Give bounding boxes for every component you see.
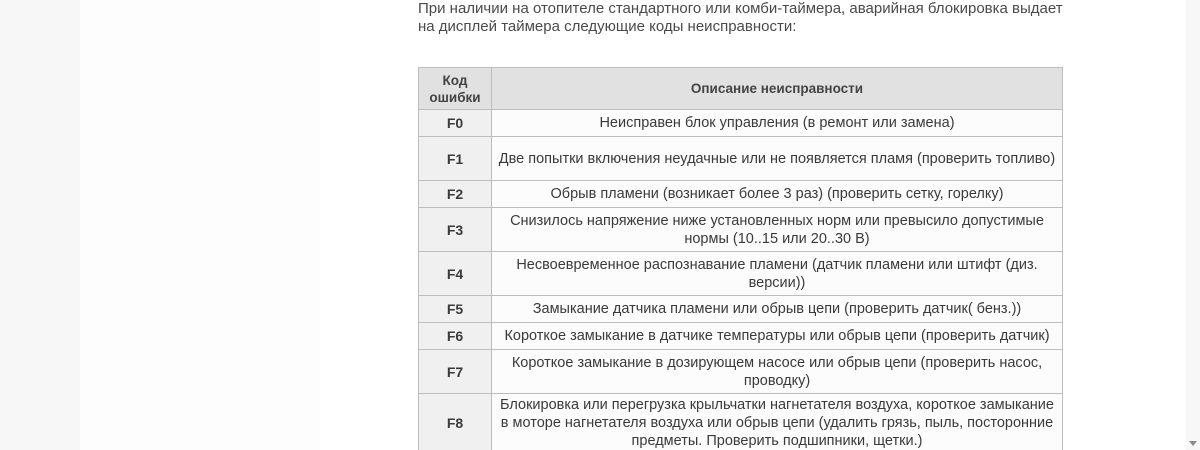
error-code: F4	[419, 252, 492, 296]
error-description: Короткое замыкание в дозирующем насосе или обрыв цепи (проверить насос, проводку)	[492, 350, 1063, 394]
error-code: F0	[419, 110, 492, 137]
header-description: Описание неисправности	[492, 68, 1063, 110]
article-content	[418, 0, 1068, 449]
scroll-down-arrow-icon[interactable]	[1189, 441, 1197, 446]
error-codes-table	[418, 67, 1063, 450]
error-description: Неисправен блок управления (в ремонт или замена)	[492, 110, 1063, 137]
error-description: Обрыв пламени (возникает более 3 раз) (проверить сетку, горелку)	[492, 181, 1063, 208]
vertical-scrollbar[interactable]	[1186, 0, 1200, 450]
error-code: F3	[419, 208, 492, 252]
table-row	[419, 350, 1063, 394]
table-row	[419, 137, 1063, 181]
table-row	[419, 323, 1063, 350]
error-description: Замыкание датчика пламени или обрыв цепи (проверить датчик( бенз.))	[492, 296, 1063, 323]
error-code: F8	[419, 394, 492, 450]
intro-paragraph	[418, 0, 1068, 36]
left-margin	[0, 0, 80, 450]
intro-line-1: При наличии на отопителе стандартного или комби-таймера, аварийная блокировка выдает	[418, 0, 1063, 17]
error-code: F7	[419, 350, 492, 394]
table-row	[419, 252, 1063, 296]
error-code: F1	[419, 137, 492, 181]
table-row	[419, 394, 1063, 450]
sidebar-area	[80, 0, 320, 450]
header-code: Код ошибки	[419, 68, 492, 110]
error-description: Короткое замыкание в датчике температуры или обрыв цепи (проверить датчик)	[492, 323, 1063, 350]
error-description: Несвоевременное распознавание пламени (датчик пламени или штифт (диз. версии))	[492, 252, 1063, 296]
error-code: F6	[419, 323, 492, 350]
table-row	[419, 110, 1063, 137]
error-code: F5	[419, 296, 492, 323]
table-header-row	[419, 68, 1063, 110]
error-description: Две попытки включения неудачные или не появляется пламя (проверить топливо)	[492, 137, 1063, 181]
table-row	[419, 181, 1063, 208]
table-row	[419, 296, 1063, 323]
table-row	[419, 208, 1063, 252]
intro-line-2: на дисплей таймера следующие коды неисправности:	[418, 18, 797, 35]
error-code: F2	[419, 181, 492, 208]
error-description: Блокировка или перегрузка крыльчатки нагнетателя воздуха, короткое замыкание в моторе нагнетателя воздуха или обрыв цепи (удалить грязь, пыль, посторонние предметы. Проверить подшипники, щетки.)	[492, 394, 1063, 450]
error-description: Снизилось напряжение ниже установленных норм или превысило допустимые нормы (10..15 или 20..30 В)	[492, 208, 1063, 252]
